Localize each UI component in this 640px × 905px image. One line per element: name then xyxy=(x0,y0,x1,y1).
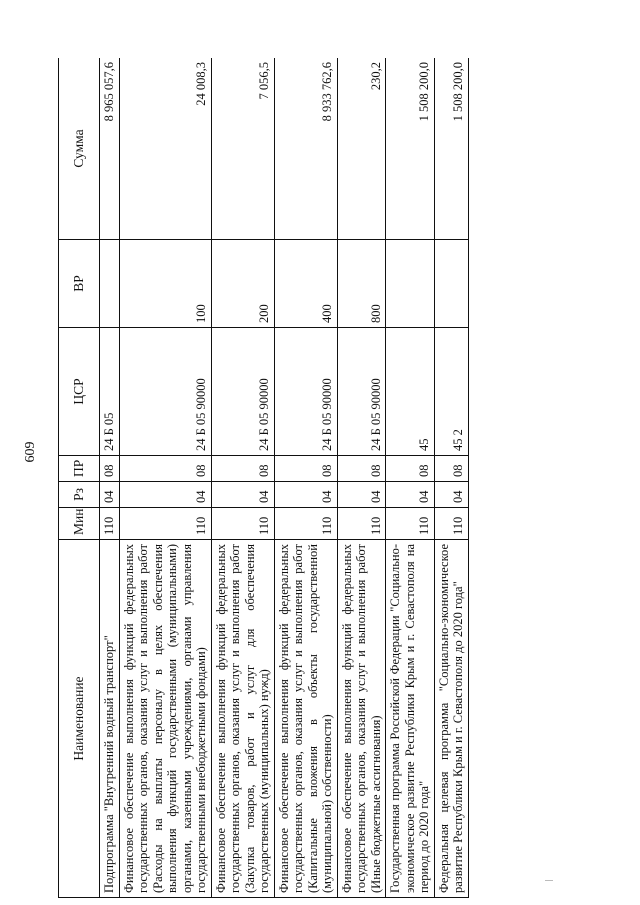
row-min: 110 xyxy=(386,508,435,540)
row-vr xyxy=(386,240,435,328)
row-sum: 8 965 057,6 xyxy=(100,58,120,240)
row-vr: 200 xyxy=(211,240,274,328)
header-min: Мин xyxy=(59,508,100,540)
row-min: 110 xyxy=(100,508,120,540)
header-csr: ЦСР xyxy=(59,328,100,456)
rotated-page-area xyxy=(58,58,568,898)
row-rz: 04 xyxy=(211,482,274,508)
row-vr: 100 xyxy=(119,240,211,328)
row-name: Финансовое обеспечение выполнения функций федеральных государственных органов, оказания услуг и выполнения работ (Расходы на выплаты персоналу в целях обеспечения выполнения функций государственными (муниципальными) органами, казенными учреждениями, органами управления государственными внебюджетными фондами) xyxy=(119,540,211,898)
row-min: 110 xyxy=(434,508,468,540)
row-pr: 08 xyxy=(211,456,274,482)
row-name: Финансовое обеспечение выполнения функций федеральных государственных органов, оказания услуг и выполнения работ (Иные бюджетные ассигнования) xyxy=(337,540,386,898)
table-row xyxy=(274,58,337,898)
header-sum: Сумма xyxy=(59,58,100,240)
row-pr: 08 xyxy=(119,456,211,482)
table-row xyxy=(119,58,211,898)
budget-table-container xyxy=(58,58,568,898)
row-name: Государственная программа Российской Федерации "Социально-экономическое развитие Республики Крым и г. Севастополя на период до 2020 года" xyxy=(386,540,435,898)
row-csr: 24 Б 05 90000 xyxy=(211,328,274,456)
header-rz: Рз xyxy=(59,482,100,508)
table-row xyxy=(337,58,386,898)
row-csr: 45 xyxy=(386,328,435,456)
page-number-text: 609 xyxy=(23,441,38,463)
row-rz: 04 xyxy=(119,482,211,508)
row-rz: 04 xyxy=(386,482,435,508)
row-vr xyxy=(434,240,468,328)
header-name: Наименование xyxy=(59,540,100,898)
row-min: 110 xyxy=(337,508,386,540)
row-min: 110 xyxy=(211,508,274,540)
row-vr: 800 xyxy=(337,240,386,328)
table-row xyxy=(211,58,274,898)
header-pr: ПР xyxy=(59,456,100,482)
row-sum: 24 008,3 xyxy=(119,58,211,240)
row-csr: 24 Б 05 90000 xyxy=(274,328,337,456)
row-min: 110 xyxy=(274,508,337,540)
row-vr xyxy=(100,240,120,328)
row-rz: 04 xyxy=(434,482,468,508)
row-sum: 1 508 200,0 xyxy=(434,58,468,240)
row-rz: 04 xyxy=(274,482,337,508)
row-name: Подпрограмма "Внутренний водный транспорт" xyxy=(100,540,120,898)
row-sum: 7 056,5 xyxy=(211,58,274,240)
row-min: 110 xyxy=(119,508,211,540)
row-rz: 04 xyxy=(100,482,120,508)
row-rz: 04 xyxy=(337,482,386,508)
row-pr: 08 xyxy=(386,456,435,482)
row-vr: 400 xyxy=(274,240,337,328)
row-sum: 230,2 xyxy=(337,58,386,240)
margin-mark xyxy=(545,880,553,881)
row-pr: 08 xyxy=(337,456,386,482)
row-pr: 08 xyxy=(434,456,468,482)
row-pr: 08 xyxy=(274,456,337,482)
page-number xyxy=(24,440,48,464)
row-csr: 24 Б 05 90000 xyxy=(337,328,386,456)
row-sum: 8 933 762,6 xyxy=(274,58,337,240)
table-row xyxy=(100,58,120,898)
row-csr: 24 Б 05 xyxy=(100,328,120,456)
table-row xyxy=(434,58,468,898)
row-csr: 45 2 xyxy=(434,328,468,456)
row-name: Финансовое обеспечение выполнения функций федеральных государственных органов, оказания услуг и выполнения работ (Капитальные вложения в объекты государственной (муниципальной) собственности) xyxy=(274,540,337,898)
row-pr: 08 xyxy=(100,456,120,482)
header-row xyxy=(59,58,100,898)
row-name: Федеральная целевая программа "Социально-экономическое развитие Республики Крым и г. Севастополя до 2020 года" xyxy=(434,540,468,898)
table-body xyxy=(100,58,469,898)
row-csr: 24 Б 05 90000 xyxy=(119,328,211,456)
row-sum: 1 508 200,0 xyxy=(386,58,435,240)
header-vr: ВР xyxy=(59,240,100,328)
table-row xyxy=(386,58,435,898)
row-name: Финансовое обеспечение выполнения функций федеральных государственных органов, оказания услуг и выполнения работ (Закупка товаров, работ и услуг для обеспечения государственных (муниципальных) нужд) xyxy=(211,540,274,898)
budget-table xyxy=(58,58,469,898)
table-header xyxy=(59,58,100,898)
